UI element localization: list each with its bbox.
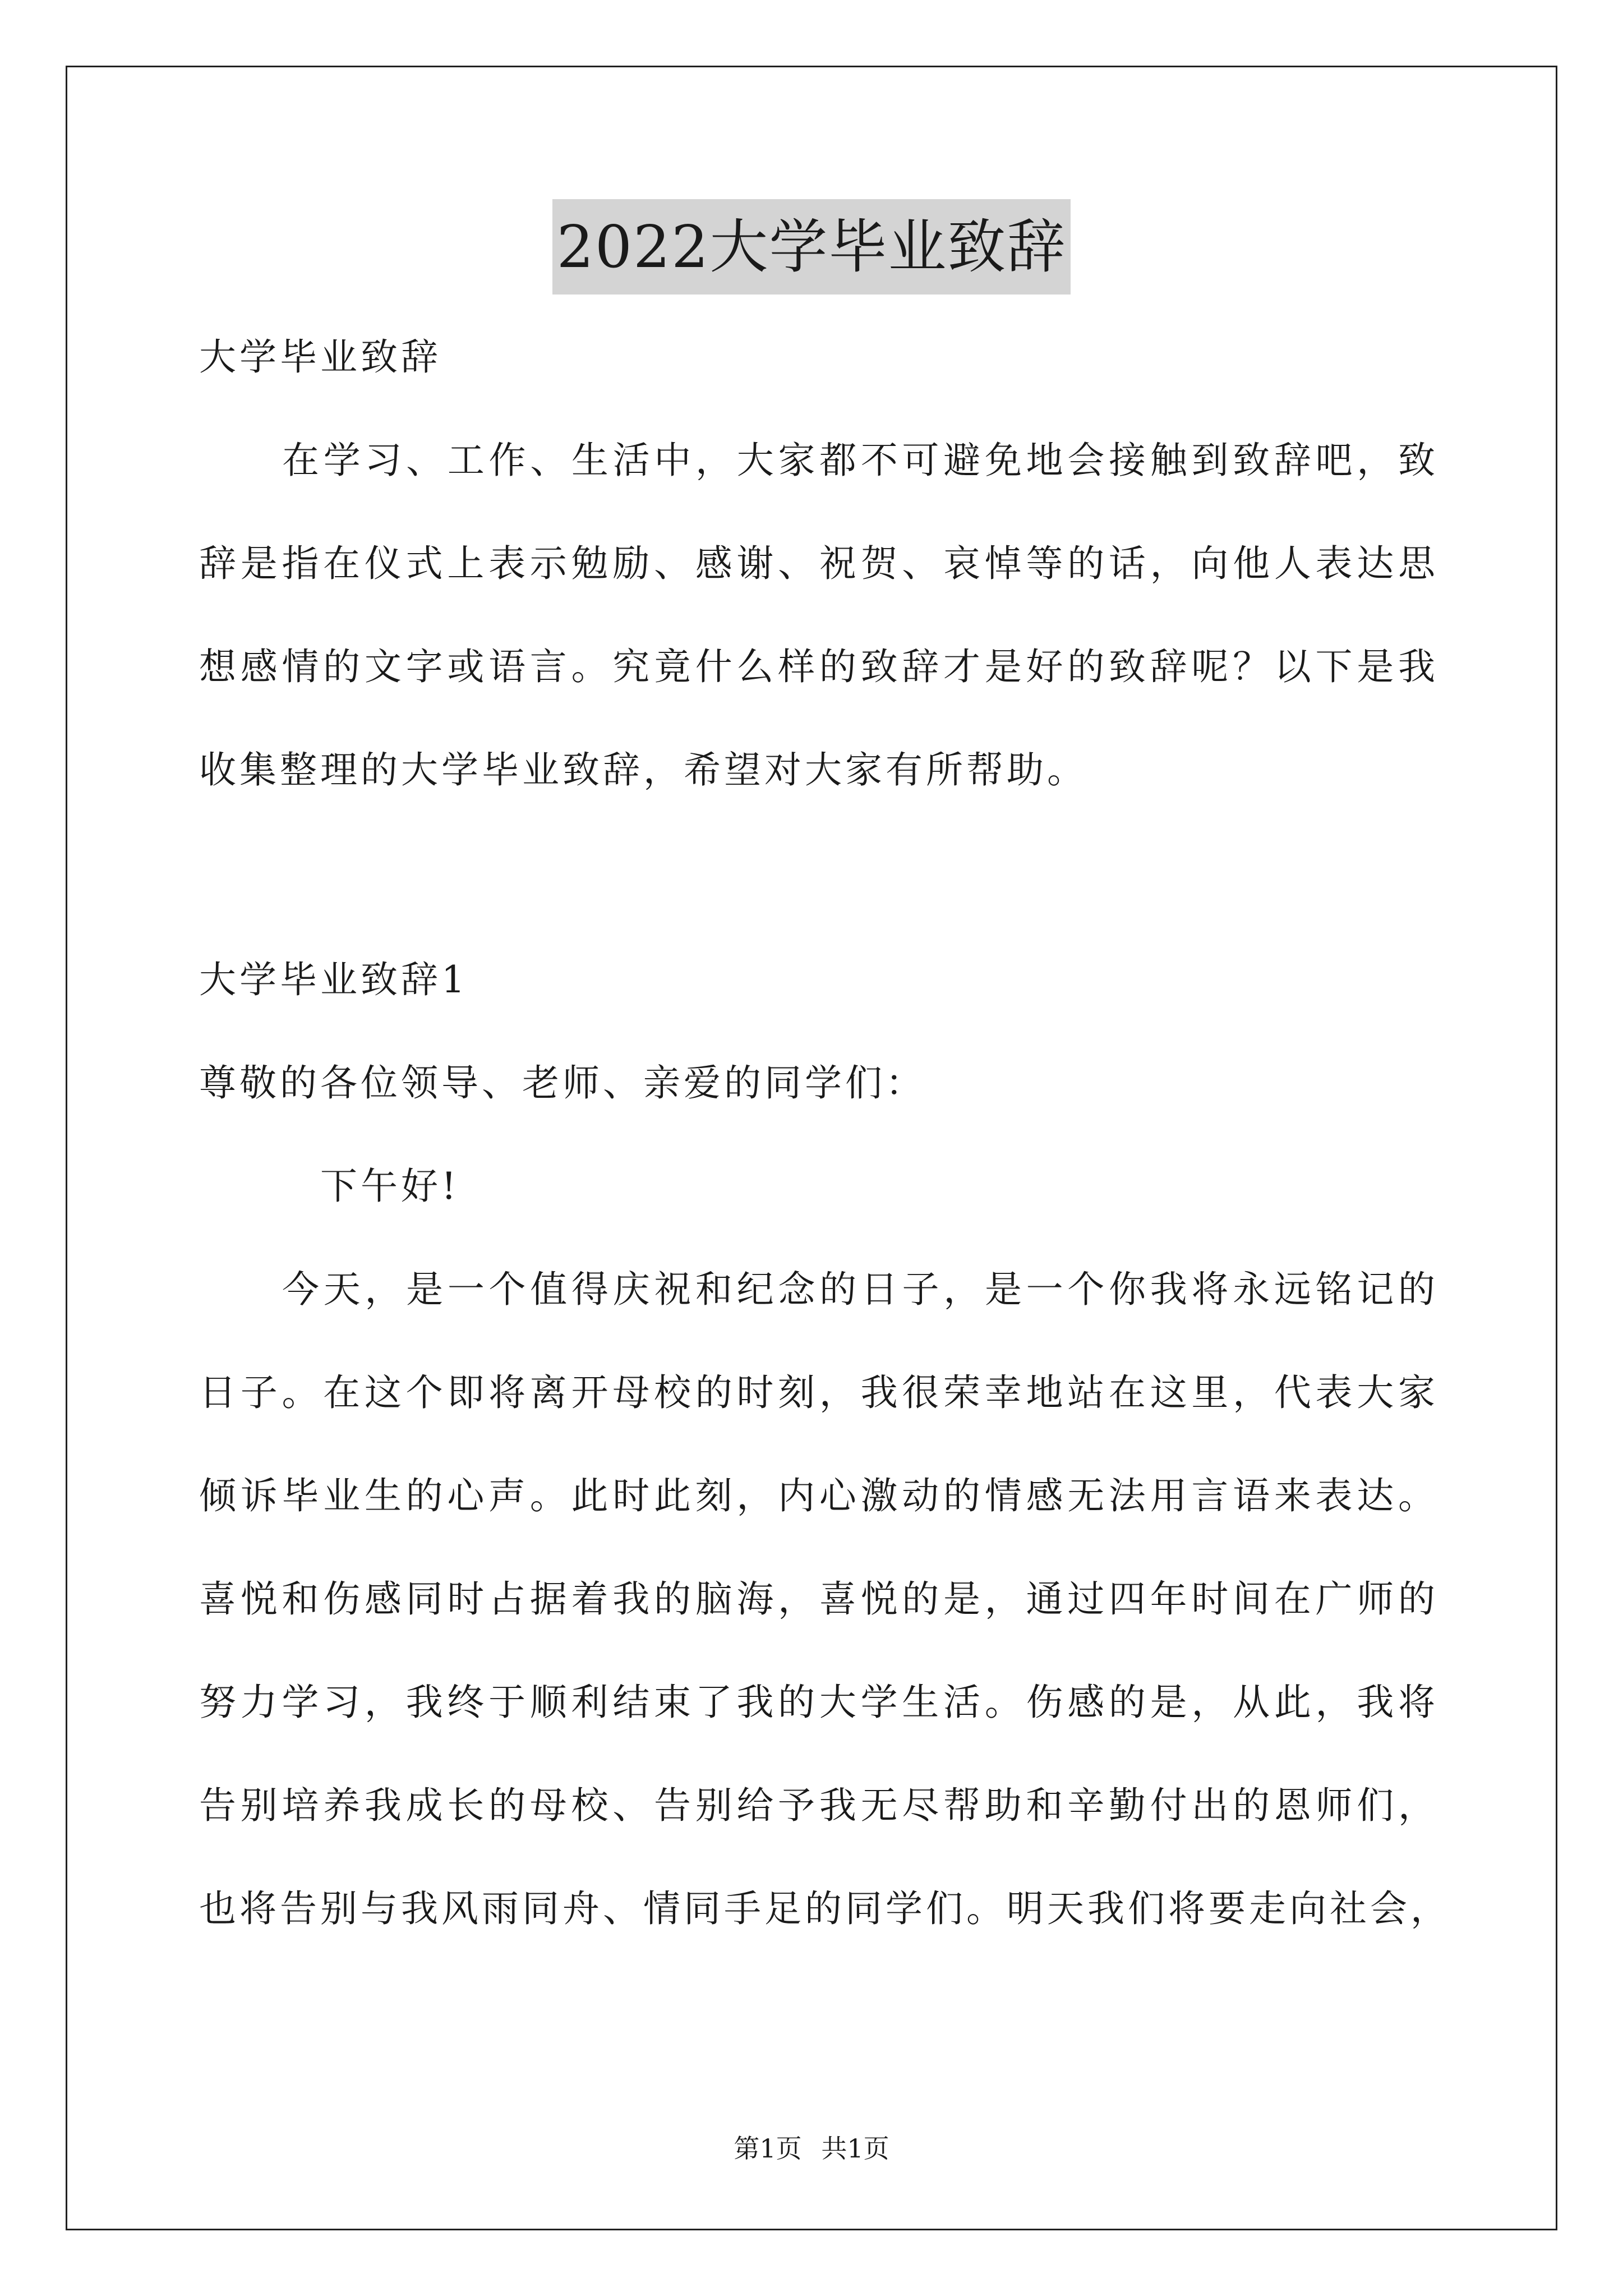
document-body <box>199 306 1451 1961</box>
section-heading: 大学毕业致辞1 <box>199 958 468 1001</box>
body-line: 喜悦和伤感同时占据着我的脑海，喜悦的是，通过四年时间在广师的 <box>199 1577 1438 1621</box>
intro-line: 辞是指在仪式上表示勉励、感谢、祝贺、哀悼等的话，向他人表达思 <box>199 542 1438 585</box>
body-line: 告别培养我成长的母校、告别给予我无尽帮助和辛勤付出的恩师们， <box>199 1784 1438 1827</box>
page-footer <box>0 2132 1623 2165</box>
body-line: 也将告别与我风雨同舟、情同手足的同学们。明天我们将要走向社会， <box>199 1887 1451 1930</box>
intro-line: 收集整理的大学毕业致辞，希望对大家有所帮助。 <box>199 748 1087 792</box>
page-number: 第1页 <box>734 2133 802 2164</box>
body-line: 日子。在这个即将离开母校的时刻，我很荣幸地站在这里，代表大家 <box>199 1371 1438 1414</box>
document-title: 2022大学毕业致辞 <box>552 199 1071 295</box>
body-line: 倾诉毕业生的心声。此时此刻，内心激动的情感无法用言语来表达。 <box>199 1474 1438 1517</box>
paragraph-gap <box>199 822 1438 928</box>
intro-line: 在学习、工作、生活中，大家都不可避免地会接触到致辞吧，致 <box>282 439 1438 482</box>
intro-line: 想感情的文字或语言。究竟什么样的致辞才是好的致辞呢？以下是我 <box>199 645 1438 688</box>
body-line: 今天，是一个值得庆祝和纪念的日子，是一个你我将永远铭记的 <box>282 1268 1438 1311</box>
salutation: 尊敬的各位领导、老师、亲爱的同学们： <box>199 1061 926 1105</box>
page-total: 共1页 <box>821 2133 889 2164</box>
title-container <box>0 199 1623 295</box>
subtitle: 大学毕业致辞 <box>199 335 441 379</box>
body-line: 努力学习，我终于顺利结束了我的大学生活。伤感的是，从此，我将 <box>199 1681 1438 1724</box>
greeting: 下午好! <box>320 1165 460 1208</box>
